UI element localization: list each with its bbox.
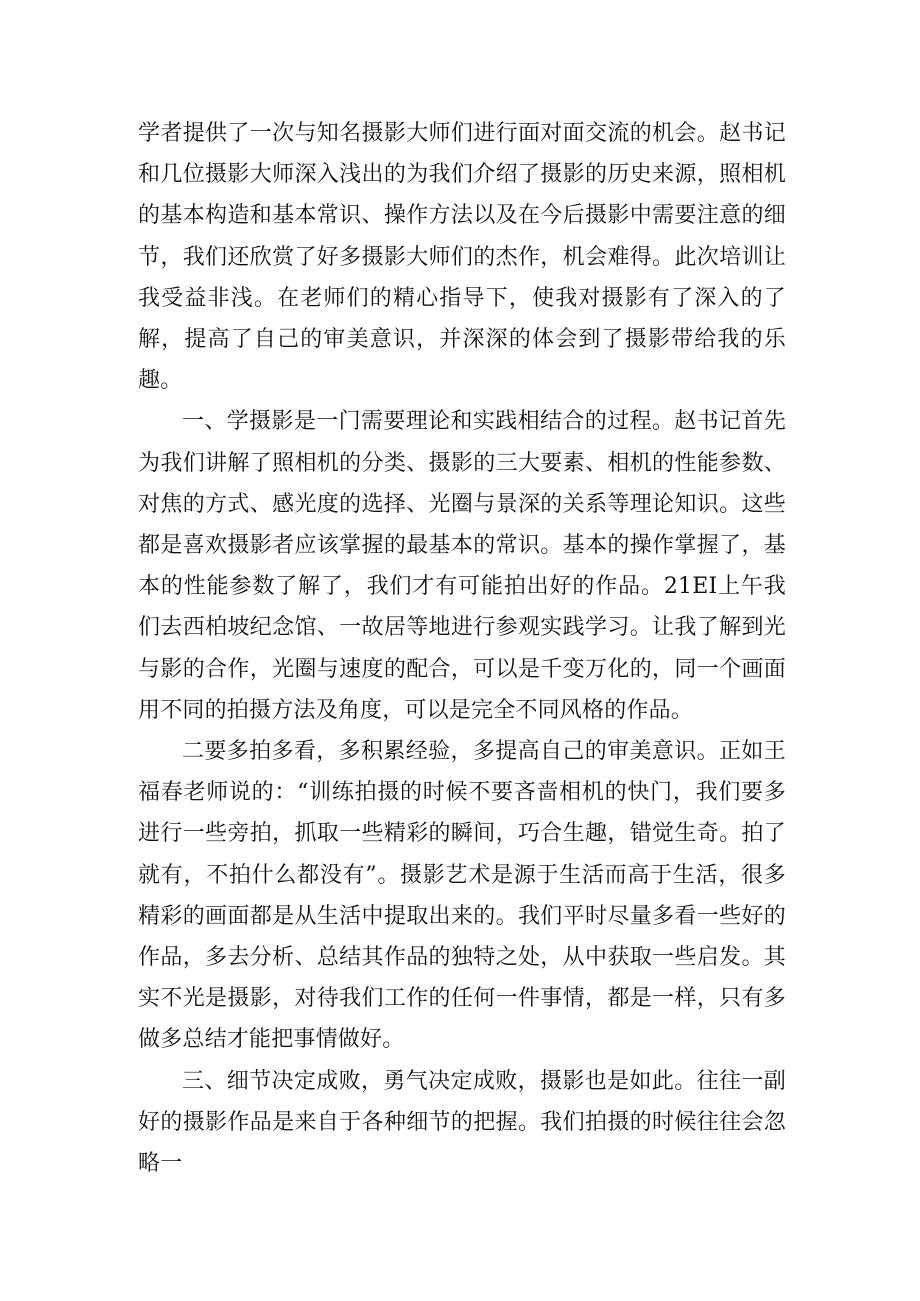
paragraph-intro: 学者提供了一次与知名摄影大师们进行面对面交流的机会。赵书记和几位摄影大师深入浅出的为我们介绍了摄影的历史来源，照相机的基本构造和基本常识、操作方法以及在今后摄影中需要注意的细节，我们还欣赏了好多摄影大师们的杰作，机会难得。此次培训让我受益非浅。在老师们的精心指导下，使我对摄影有了深入的了解，提高了自己的审美意识，并深深的体会到了摄影带给我的乐趣。 <box>138 121 786 394</box>
paragraph-section-1: 一、学摄影是一门需要理论和实践相结合的过程。赵书记首先为我们讲解了照相机的分类、摄影的三大要素、相机的性能参数、对焦的方式、感光度的选择、光圈与景深的关系等理论知识。这些都是喜欢摄影者应该掌握的最基本的常识。基本的操作掌握了，基本的性能参数了解了，我们才有可能拍出好的作品。21EI上午我们去西柏坡纪念馆、一故居等地进行参观实践学习。让我了解到光与影的合作，光圈与速度的配合，可以是千变万化的，同一个画面用不同的拍摄方法及角度，可以是完全不同风格的作品。 <box>138 409 786 723</box>
document-page <box>138 113 786 1184</box>
paragraph-section-2: 二要多拍多看，多积累经验，多提高自己的审美意识。正如王福春老师说的：“训练拍摄的时候不要吝啬相机的快门，我们要多进行一些旁拍，抓取一些精彩的瞬间，巧合生趣，错觉生奇。拍了就有，不拍什么都没有”。摄影艺术是源于生活而高于生活，很多精彩的画面都是从生活中提取出来的。我们平时尽量多看一些好的作品，多去分析、总结其作品的独特之处，从中获取一些启发。其实不光是摄影，对待我们工作的任何一件事情，都是一样，只有多做多总结才能把事情做好。 <box>138 739 786 1053</box>
paragraph-section-3: 三、细节决定成败，勇气决定成败，摄影也是如此。往往一副好的摄影作品是来自于各种细节的把握。我们拍摄的时候往往会忽略一 <box>138 1068 786 1177</box>
